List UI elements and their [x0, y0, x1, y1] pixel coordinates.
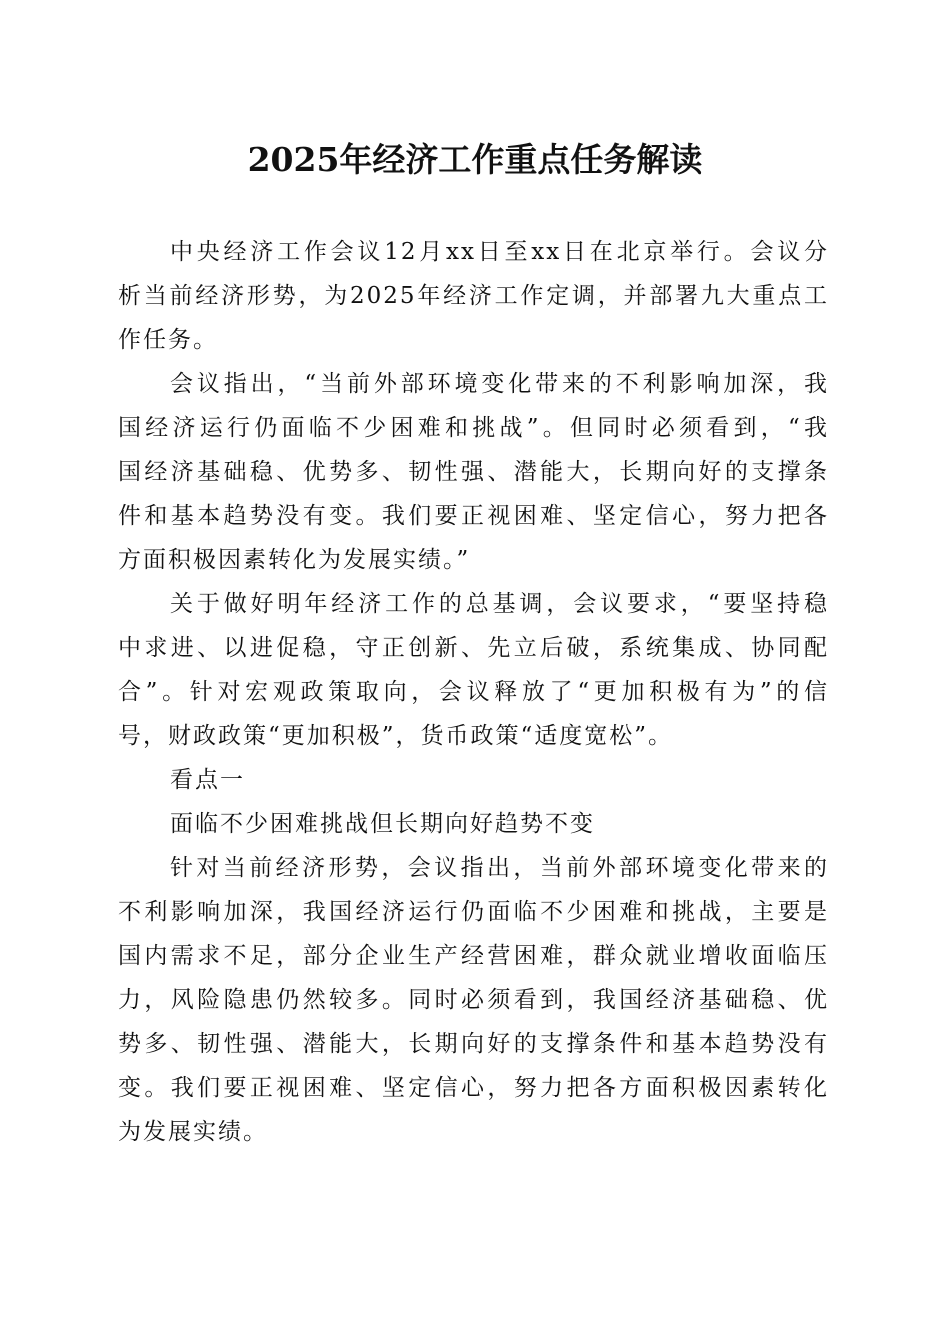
paragraph-line: 变。我们要正视困难、坚定信心，努力把各方面积极因素转化 [118, 1075, 829, 1101]
paragraph-line: 关于做好明年经济工作的总基调，会议要求，“要坚持稳 [170, 591, 829, 617]
paragraph-line: 国经济基础稳、优势多、韧性强、潜能大，长期向好的支撑条 [118, 459, 829, 485]
paragraph-line: 针对当前经济形势，会议指出，当前外部环境变化带来的 [170, 855, 829, 881]
paragraph-line: 合”。针对宏观政策取向，会议释放了“更加积极有为”的信 [118, 679, 829, 705]
paragraph [118, 758, 829, 802]
paragraph-line: 看点一 [170, 767, 245, 793]
document-title: 2025年经济工作重点任务解读 [247, 140, 703, 179]
paragraph-line: 中央经济工作会议12月xx日至xx日在北京举行。会议分 [170, 239, 829, 265]
paragraph-line: 会议指出，“当前外部环境变化带来的不利影响加深，我 [170, 371, 829, 397]
paragraph [118, 802, 829, 846]
paragraph [118, 362, 829, 582]
paragraph [118, 846, 829, 1154]
paragraph-line: 力，风险隐患仍然较多。同时必须看到，我国经济基础稳、优 [118, 987, 829, 1013]
paragraph-line: 中求进、以进促稳，守正创新、先立后破，系统集成、协同配 [118, 635, 829, 661]
paragraph-line: 国内需求不足，部分企业生产经营困难，群众就业增收面临压 [118, 943, 829, 969]
paragraph-line: 方面积极因素转化为发展实绩。” [118, 547, 471, 573]
document-body [118, 230, 829, 1154]
paragraph-line: 为发展实绩。 [118, 1119, 268, 1145]
paragraph [118, 582, 829, 758]
paragraph-line: 不利影响加深，我国经济运行仍面临不少困难和挑战，主要是 [118, 899, 829, 925]
paragraph [118, 230, 829, 362]
paragraph-line: 作任务。 [118, 327, 218, 353]
paragraph-line: 国经济运行仍面临不少困难和挑战”。但同时必须看到，“我 [118, 415, 829, 441]
paragraph-line: 势多、韧性强、潜能大，长期向好的支撑条件和基本趋势没有 [118, 1031, 829, 1057]
paragraph-line: 号，财政政策“更加积极”，货币政策“适度宽松”。 [118, 723, 674, 749]
paragraph-line: 析当前经济形势，为2025年经济工作定调，并部署九大重点工 [118, 283, 829, 309]
paragraph-line: 件和基本趋势没有变。我们要正视困难、坚定信心，努力把各 [118, 503, 829, 529]
paragraph-line: 面临不少困难挑战但长期向好趋势不变 [170, 811, 595, 837]
